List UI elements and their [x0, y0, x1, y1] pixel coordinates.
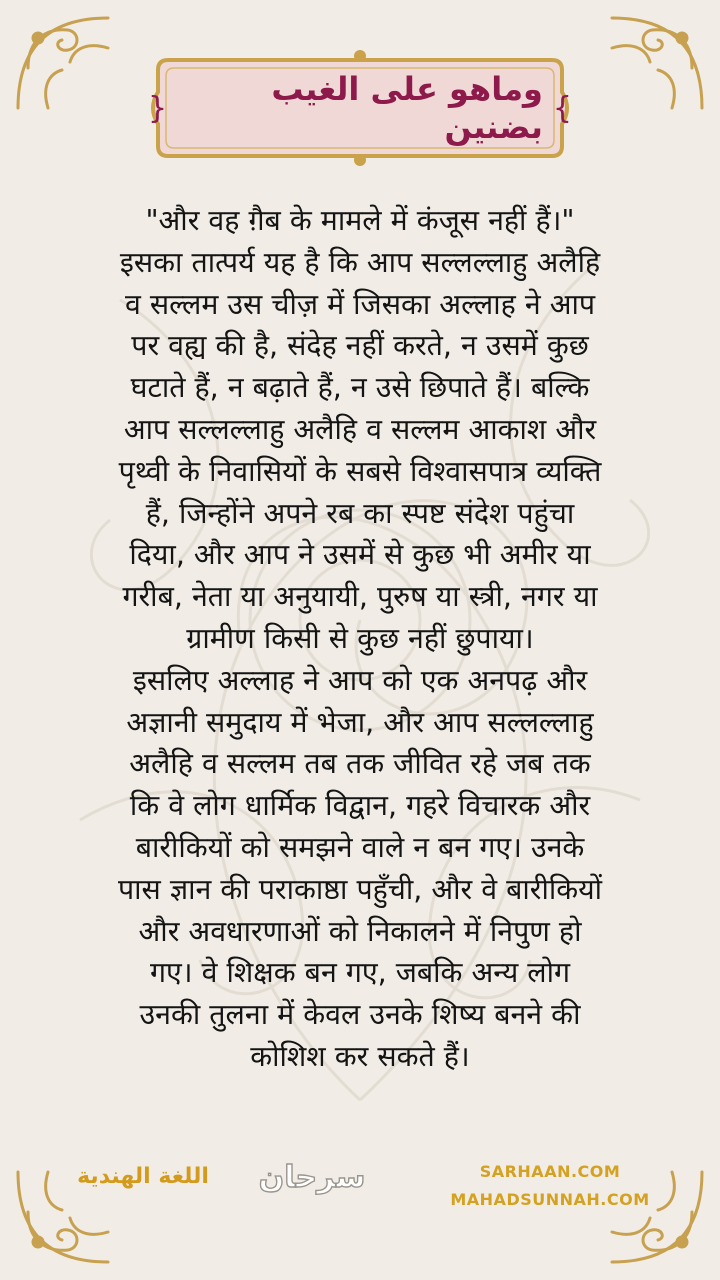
page-title: وماهو على الغيب بضنين	[271, 70, 543, 146]
brace-close: }	[148, 90, 168, 126]
text-line: व सल्लम उस चीज़ में जिसका अल्लाह ने आप	[124, 287, 596, 321]
website-links	[430, 1158, 670, 1214]
text-line: गरीब, नेता या अनुयायी, पुरुष या स्त्री, नगर या	[122, 580, 598, 614]
corner-flourish-icon	[8, 8, 118, 118]
footer	[0, 1150, 720, 1240]
article-body	[36, 200, 684, 1078]
text-line: और अवधारणाओं को निकालने में निपुण हो	[138, 914, 582, 948]
text-line: पास ज्ञान की पराकाष्ठा पहुँची, और वे बारीकियों	[117, 872, 603, 906]
title-banner	[148, 46, 572, 170]
text-line: ग्रामीण किसी से कुछ नहीं छुपाया।	[186, 621, 534, 655]
brace-open: {	[552, 90, 572, 126]
text-line: अज्ञानी समुदाय में भेजा, और आप सल्लल्लाहु	[126, 705, 594, 739]
text-line: "और वह ग़ैब के मामले में कंजूस नहीं हैं।"	[145, 204, 575, 237]
text-line: इसका तात्पर्य यह है कि आप सल्लल्लाहु अलैहि	[119, 245, 601, 279]
text-line: अलैहि व सल्लम तब तक जीवित रहे जब तक	[129, 747, 591, 781]
text-line: पृथ्वी के निवासियों के सबसे विश्वासपात्र व्यक्ति	[118, 454, 602, 488]
text-line: पर वह्य की है, संदेह नहीं करते, न उसमें कुछ	[131, 329, 589, 363]
text-line: कोशिश कर सकते हैं।	[250, 1039, 470, 1073]
sarhaan-logo-text: سرحان	[258, 1160, 366, 1195]
text-line: बारीकियों को समझने वाले न बन गए। उनके	[135, 830, 585, 864]
text-line: दिया, और आप ने उसमें से कुछ भी अमीर या	[129, 538, 591, 572]
text-line: आप सल्लल्लाहु अलैहि व सल्लम आकाश और	[123, 412, 597, 446]
hindi-language-logo: اللغة الهندية	[77, 1163, 209, 1189]
site-link-mahadsunnah[interactable]: MAHADSUNNAH.COM	[450, 1190, 650, 1209]
text-line: घटाते हैं, न बढ़ाते हैं, न उसे छिपाते हैं। बल्कि	[130, 371, 590, 405]
text-line: इसलिए अल्लाह ने आप को एक अनपढ़ और	[132, 663, 588, 697]
text-line: उनकी तुलना में केवल उनके शिष्य बनने की	[139, 998, 581, 1032]
text-line: गए। वे शिक्षक बन गए, जबकि अन्य लोग	[149, 956, 571, 990]
text-line: कि वे लोग धार्मिक विद्वान, गहरे विचारक और	[129, 789, 591, 823]
sarhaan-logo	[252, 1150, 372, 1210]
text-line: हैं, जिन्होंने अपने रब का स्पष्ट संदेश पहुंचा	[145, 496, 575, 530]
corner-flourish-icon	[602, 8, 712, 118]
site-link-sarhaan[interactable]: SARHAAN.COM	[479, 1162, 621, 1181]
